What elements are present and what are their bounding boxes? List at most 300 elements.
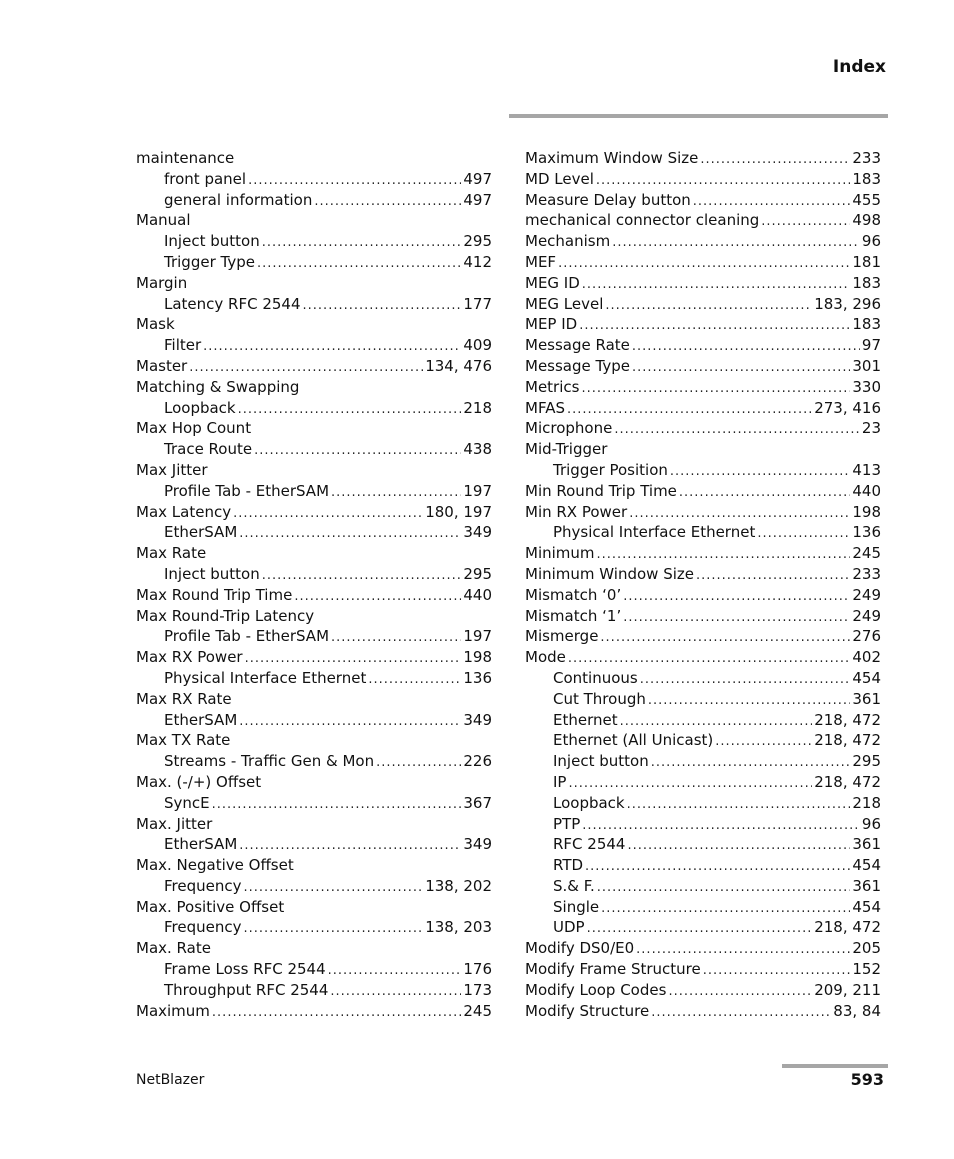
index-subentry [136, 980, 492, 1001]
index-subentry [525, 876, 881, 897]
index-entry-page: 361 [852, 835, 881, 854]
dot-leader [582, 275, 851, 296]
index-entry-label: Frequency [164, 876, 242, 895]
index-entry-page: 402 [852, 648, 881, 667]
index-entry [525, 938, 881, 959]
index-entry-page: 361 [852, 689, 881, 708]
index-subentry [136, 668, 492, 689]
index-entry-label: Minimum Window Size [525, 564, 694, 583]
index-entry-page: 440 [463, 585, 492, 604]
index-entry [136, 855, 492, 876]
index-entry-label: Trigger Position [553, 460, 668, 479]
index-entry [525, 148, 881, 169]
index-entry-page: 330 [852, 377, 881, 396]
index-entry-page: 498 [852, 211, 881, 230]
index-entry-page: 176 [463, 960, 492, 979]
index-subentry [525, 834, 881, 855]
index-entry-page: 218, 472 [814, 772, 881, 791]
index-entry-page: 301 [852, 356, 881, 375]
dot-leader [640, 670, 851, 691]
index-subentry [136, 751, 492, 772]
dot-leader [203, 337, 461, 358]
dot-leader [679, 483, 850, 504]
index-subentry [136, 522, 492, 543]
index-entry-label: Microphone [525, 419, 613, 438]
index-entry-label: Inject button [164, 564, 260, 583]
dot-leader [262, 233, 462, 254]
dot-leader [668, 982, 812, 1003]
index-entry-label: Loopback [164, 398, 236, 417]
dot-leader [636, 940, 850, 961]
index-entry-page: 440 [852, 481, 881, 500]
dot-leader [585, 857, 850, 878]
dot-leader [330, 982, 461, 1003]
index-entry-page: 152 [852, 960, 881, 979]
dot-leader [368, 670, 461, 691]
index-entry-page: 173 [463, 980, 492, 999]
dot-leader [244, 919, 424, 940]
dot-leader [233, 504, 423, 525]
index-entry-page: 295 [852, 752, 881, 771]
dot-leader [605, 296, 812, 317]
index-entry-page: 361 [852, 876, 881, 895]
index-entry-label: Physical Interface Ethernet [164, 668, 367, 687]
index-entry-page: 226 [463, 752, 492, 771]
index-entry-page: 249 [852, 606, 881, 625]
index-entry [136, 356, 492, 377]
index-entry-page: 454 [852, 668, 881, 687]
index-entry-page: 96 [861, 814, 881, 833]
index-subentry [525, 855, 881, 876]
dot-leader [238, 400, 462, 421]
index-subentry [525, 460, 881, 481]
footer-product-name: NetBlazer [136, 1072, 205, 1088]
dot-leader [248, 171, 461, 192]
index-subentry [525, 917, 881, 938]
dot-leader [331, 483, 461, 504]
index-entry-label: Mismatch ‘1’ [525, 606, 622, 625]
index-entry-label: front panel [164, 169, 247, 188]
dot-leader [620, 712, 813, 733]
index-entry-page: 497 [463, 190, 492, 209]
index-entry [525, 1001, 881, 1022]
dot-leader [627, 795, 851, 816]
index-subentry [136, 190, 492, 211]
index-entry [136, 418, 492, 439]
dot-leader [757, 524, 850, 545]
index-entry-page: 183 [852, 169, 881, 188]
index-entry-label: Trace Route [164, 440, 253, 459]
index-entry-label: Profile Tab - EtherSAM [164, 627, 330, 646]
index-subentry [136, 169, 492, 190]
index-entry-label: Mid-Trigger [525, 440, 608, 459]
index-subentry [136, 231, 492, 252]
index-entry [136, 273, 492, 294]
index-entry [525, 647, 881, 668]
dot-leader [567, 400, 812, 421]
index-entry-label: maintenance [136, 149, 235, 167]
index-subentry [136, 481, 492, 502]
index-entry-label: mechanical connector cleaning [525, 211, 760, 230]
index-entry-label: Max TX Rate [136, 731, 231, 750]
index-subentry [136, 710, 492, 731]
index-entry [525, 585, 881, 606]
index-entry-page: 249 [852, 585, 881, 604]
index-subentry [525, 772, 881, 793]
index-entry-page: 349 [463, 523, 492, 542]
index-entry-label: SyncE [164, 793, 210, 812]
index-entry-page: 205 [852, 939, 881, 958]
index-entry-label: Min RX Power [525, 502, 628, 521]
index-entry-label: Message Type [525, 356, 630, 375]
index-entry-page: 181 [852, 252, 881, 271]
index-entry [136, 460, 492, 481]
dot-leader [582, 816, 860, 837]
dot-leader [596, 171, 851, 192]
index-entry-label: EtherSAM [164, 835, 238, 854]
index-entry-label: Max Latency [136, 502, 232, 521]
dot-leader [614, 420, 860, 441]
index-entry-page: 455 [852, 190, 881, 209]
index-entry-page: 367 [463, 793, 492, 812]
index-entry [525, 314, 881, 335]
index-entry-label: EtherSAM [164, 523, 238, 542]
dot-leader [239, 524, 461, 545]
index-entry-label: MEG Level [525, 294, 604, 313]
index-entry [525, 273, 881, 294]
index-entry-label: Modify Structure [525, 1001, 650, 1020]
index-column-right [525, 148, 881, 1021]
index-entry [136, 647, 492, 668]
index-entry [525, 356, 881, 377]
index-entry [136, 585, 492, 606]
index-subentry [136, 959, 492, 980]
dot-leader [331, 628, 461, 649]
dot-leader [651, 1003, 831, 1024]
index-subentry [525, 710, 881, 731]
header-divider [509, 114, 888, 118]
dot-leader [703, 961, 851, 982]
index-entry-label: Streams - Traffic Gen & Mon [164, 752, 375, 771]
index-subentry [136, 294, 492, 315]
index-entry-label: Inject button [164, 232, 260, 251]
dot-leader [648, 691, 851, 712]
index-entry-label: Mismatch ‘0’ [525, 585, 622, 604]
index-entry-page: 96 [861, 232, 881, 251]
index-entry-label: Trigger Type [164, 252, 255, 271]
index-entry-label: Max RX Rate [136, 689, 232, 708]
index-entry-label: RFC 2544 [553, 835, 626, 854]
index-entry [525, 502, 881, 523]
index-entry-page: 349 [463, 710, 492, 729]
index-subentry [525, 689, 881, 710]
index-entry-label: Inject button [553, 752, 649, 771]
footer-divider [782, 1064, 888, 1068]
dot-leader [314, 192, 461, 213]
index-entry [525, 335, 881, 356]
dot-leader [328, 961, 462, 982]
index-entry-label: MEP ID [525, 315, 578, 334]
index-column-left [136, 148, 492, 1021]
index-entry-page: 349 [463, 835, 492, 854]
index-entry-label: Max Hop Count [136, 419, 252, 438]
index-entry-label: Modify Loop Codes [525, 980, 667, 999]
index-entry [136, 938, 492, 959]
index-entry-page: 180, 197 [425, 502, 492, 521]
index-entry-label: PTP [553, 814, 581, 833]
dot-leader [262, 566, 462, 587]
index-subentry [525, 793, 881, 814]
index-entry-label: Max. (-/+) Offset [136, 772, 262, 791]
index-entry-label: Max Rate [136, 544, 207, 563]
index-entry-label: Frame Loss RFC 2544 [164, 960, 326, 979]
index-entry-label: UDP [553, 918, 585, 937]
index-entry [136, 502, 492, 523]
index-entry [136, 730, 492, 751]
index-entry-label: MD Level [525, 169, 594, 188]
dot-leader [558, 254, 850, 275]
index-subentry [136, 793, 492, 814]
index-entry-page: 218, 472 [814, 731, 881, 750]
dot-leader [579, 316, 850, 337]
index-entry-page: 136 [852, 523, 881, 542]
index-entry-label: Maximum [136, 1001, 210, 1020]
index-entry-label: RTD [553, 856, 584, 875]
dot-leader [612, 233, 860, 254]
dot-leader [597, 545, 851, 566]
index-entry-page: 198 [852, 502, 881, 521]
index-entry-label: Max Round Trip Time [136, 585, 293, 604]
index-entry [525, 169, 881, 190]
dot-leader [696, 566, 850, 587]
index-subentry [136, 252, 492, 273]
index-subentry [136, 335, 492, 356]
index-entry-page: 218, 472 [814, 918, 881, 937]
index-entry-label: Cut Through [553, 689, 646, 708]
index-subentry [525, 522, 881, 543]
index-subentry [136, 626, 492, 647]
dot-leader [212, 1003, 461, 1024]
index-subentry [525, 668, 881, 689]
index-entry [136, 377, 492, 398]
index-entry-label: IP [553, 772, 567, 791]
index-entry-label: Frequency [164, 918, 242, 937]
index-entry-page: 218, 472 [814, 710, 881, 729]
index-subentry [136, 917, 492, 938]
index-entry-label: Master [136, 356, 188, 375]
dot-leader [239, 836, 461, 857]
index-entry-page: 412 [463, 252, 492, 271]
index-entry [136, 314, 492, 335]
index-subentry [136, 834, 492, 855]
index-entry-page: 245 [463, 1001, 492, 1020]
index-entry-label: Max Jitter [136, 460, 208, 479]
dot-leader [597, 878, 851, 899]
index-entry [525, 190, 881, 211]
index-entry [136, 210, 492, 231]
index-entry [136, 543, 492, 564]
index-subentry [525, 730, 881, 751]
index-entry-label: S.& F. [553, 876, 595, 895]
index-entry-page: 454 [852, 856, 881, 875]
index-subentry [525, 897, 881, 918]
dot-leader [715, 732, 812, 753]
dot-leader [376, 753, 461, 774]
index-entry-label: Mechanism [525, 232, 611, 251]
index-entry-label: Min Round Trip Time [525, 481, 677, 500]
dot-leader [581, 379, 850, 400]
index-entry-label: Mask [136, 315, 175, 334]
dot-leader [601, 899, 850, 920]
dot-leader [303, 296, 462, 317]
index-entry [525, 294, 881, 315]
index-entry [136, 1001, 492, 1022]
dot-leader [212, 795, 462, 816]
index-entry-label: Ethernet (All Unicast) [553, 731, 714, 750]
index-entry [525, 564, 881, 585]
dot-leader [632, 337, 860, 358]
index-entry [525, 231, 881, 252]
index-entry-page: 497 [463, 169, 492, 188]
index-entry-page: 134, 476 [425, 356, 492, 375]
index-entry [525, 543, 881, 564]
dot-leader [189, 358, 423, 379]
index-entry-page: 295 [463, 232, 492, 251]
index-entry-page: 209, 211 [814, 980, 881, 999]
dot-leader [693, 192, 851, 213]
index-entry-label: EtherSAM [164, 710, 238, 729]
index-entry-page: 233 [852, 149, 881, 167]
dot-leader [632, 358, 850, 379]
index-entry-page: 183 [852, 315, 881, 334]
index-subentry [136, 564, 492, 585]
index-entry-page: 413 [852, 460, 881, 479]
index-entry-page: 276 [852, 627, 881, 646]
dot-leader [670, 462, 850, 483]
index-entry-label: Matching & Swapping [136, 377, 300, 396]
index-entry-label: Max Round-Trip Latency [136, 606, 315, 625]
index-entry-page: 136 [463, 668, 492, 687]
dot-leader [651, 753, 851, 774]
index-entry-label: Minimum [525, 544, 595, 563]
index-entry-label: Manual [136, 211, 191, 230]
index-entry-label: Filter [164, 336, 202, 355]
index-entry-page: 218 [463, 398, 492, 417]
dot-leader [587, 919, 813, 940]
index-entry [136, 814, 492, 835]
index-entry [525, 210, 881, 231]
index-entry-page: 295 [463, 564, 492, 583]
index-entry-page: 138, 202 [425, 876, 492, 895]
index-entry-page: 245 [852, 544, 881, 563]
index-entry-label: Maximum Window Size [525, 149, 699, 167]
index-entry-page: 218 [852, 793, 881, 812]
index-entry-page: 197 [463, 481, 492, 500]
dot-leader [761, 212, 850, 233]
index-subentry [525, 814, 881, 835]
index-entry-label: general information [164, 190, 313, 209]
index-entry-page: 23 [861, 419, 881, 438]
index-entry-page: 97 [861, 336, 881, 355]
index-entry-page: 233 [852, 564, 881, 583]
index-entry-page: 438 [463, 440, 492, 459]
index-entry-label: Continuous [553, 668, 638, 687]
index-subentry [136, 398, 492, 419]
index-entry [525, 481, 881, 502]
index-entry-label: Modify Frame Structure [525, 960, 701, 979]
dot-leader [244, 878, 424, 899]
index-entry-label: Profile Tab - EtherSAM [164, 481, 330, 500]
index-entry-label: Max. Negative Offset [136, 856, 294, 875]
dot-leader [254, 441, 461, 462]
index-entry-label: Latency RFC 2544 [164, 294, 301, 313]
index-entry-label: Ethernet [553, 710, 618, 729]
dot-leader [623, 608, 850, 629]
index-entry [136, 148, 492, 169]
index-entry [136, 689, 492, 710]
index-entry-label: Max. Positive Offset [136, 897, 285, 916]
index-entry-label: MEF [525, 252, 557, 271]
index-entry-label: Modify DS0/E0 [525, 939, 635, 958]
index-entry-label: Max. Jitter [136, 814, 213, 833]
dot-leader [700, 150, 850, 171]
index-entry-page: 83, 84 [833, 1001, 881, 1020]
index-entry-page: 197 [463, 627, 492, 646]
dot-leader [600, 628, 850, 649]
index-entry-label: Max RX Power [136, 648, 243, 667]
dot-leader [257, 254, 461, 275]
index-entry [525, 398, 881, 419]
index-entry [136, 897, 492, 918]
index-entry-label: Margin [136, 273, 188, 292]
index-entry-page: 454 [852, 897, 881, 916]
index-entry-label: Metrics [525, 377, 580, 396]
index-entry-label: Max. Rate [136, 939, 211, 958]
dot-leader [568, 649, 850, 670]
index-entry-page: 183, 296 [814, 294, 881, 313]
index-entry [525, 252, 881, 273]
index-subentry [136, 439, 492, 460]
index-entry-label: Message Rate [525, 336, 630, 355]
dot-leader [245, 649, 462, 670]
index-entry-label: MFAS [525, 398, 565, 417]
index-entry-label: Loopback [553, 793, 625, 812]
index-entry-label: Single [553, 897, 600, 916]
index-subentry [525, 751, 881, 772]
index-entry [525, 418, 881, 439]
index-entry [525, 959, 881, 980]
footer-page-number: 593 [850, 1070, 884, 1089]
index-entry-label: Measure Delay button [525, 190, 691, 209]
dot-leader [623, 587, 850, 608]
index-entry-label: Throughput RFC 2544 [164, 980, 329, 999]
index-entry-page: 138, 203 [425, 918, 492, 937]
dot-leader [627, 836, 850, 857]
index-entry-label: Physical Interface Ethernet [553, 523, 756, 542]
index-entry-page: 183 [852, 273, 881, 292]
index-entry [525, 626, 881, 647]
index-entry-label: Mismerge [525, 627, 599, 646]
index-entry-page: 409 [463, 336, 492, 355]
index-entry [525, 606, 881, 627]
index-entry [525, 980, 881, 1001]
index-entry [136, 772, 492, 793]
dot-leader [294, 587, 461, 608]
index-entry [136, 606, 492, 627]
index-entry-label: Mode [525, 648, 566, 667]
index-entry-label: MEG ID [525, 273, 580, 292]
index-entry-page: 198 [463, 648, 492, 667]
